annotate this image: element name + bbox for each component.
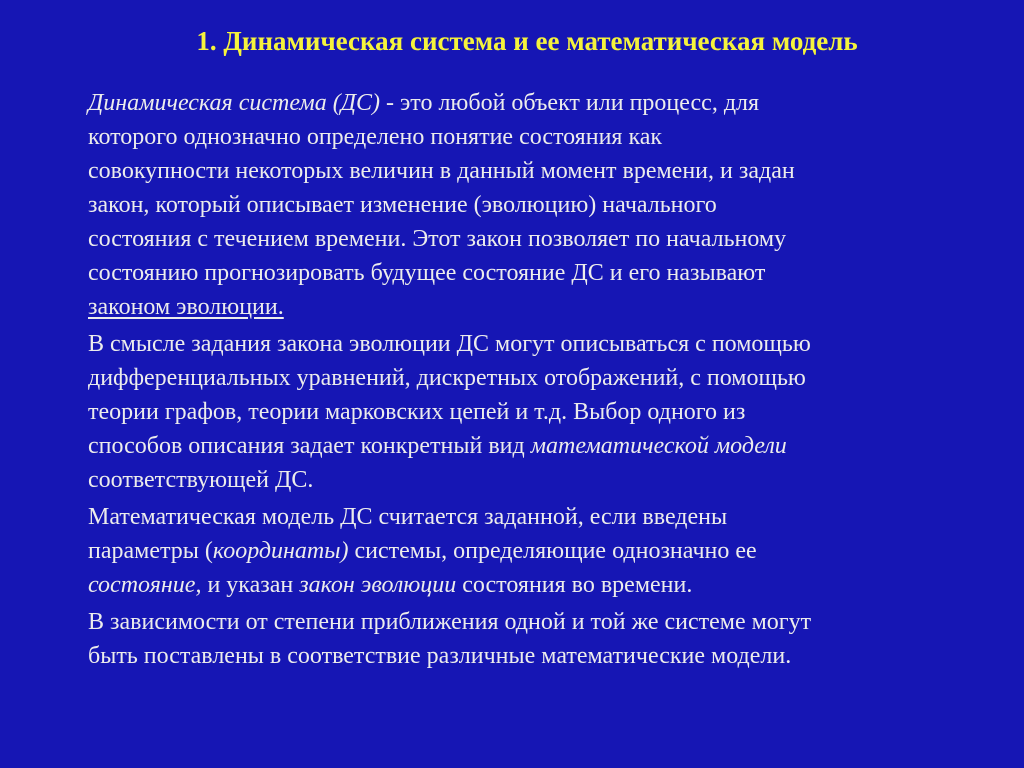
text-line: В смысле задания закона эволюции ДС могут описываться с помощью xyxy=(88,331,811,357)
text-fragment: - это любой объект или процесс, для xyxy=(379,90,760,116)
text-line xyxy=(88,534,992,568)
text-line: дифференциальных уравнений, дискретных отображений, с помощью xyxy=(88,365,806,391)
text-line: совокупности некоторых величин в данный момент времени, и задан xyxy=(88,158,795,184)
paragraph-model-definition xyxy=(88,500,992,602)
text-line: теории графов, теории марковских цепей и т.д. Выбор одного из xyxy=(88,399,746,425)
term-evolution-law-italic: закон эволюции xyxy=(299,572,457,598)
text-line xyxy=(88,429,992,463)
text-line: соответствующей ДС. xyxy=(88,467,314,493)
text-fragment: и указан xyxy=(201,572,300,598)
text-line: быть поставлены в соответствие различные математические модели. xyxy=(88,643,792,669)
text-line: закон, который описывает изменение (эволюцию) начального xyxy=(88,192,717,218)
term-math-model: математической модели xyxy=(530,433,787,459)
paragraph-description-methods xyxy=(88,327,992,497)
text-line: Математическая модель ДС считается заданной, если введены xyxy=(88,504,728,530)
text-fragment: системы, определяющие однозначно ее xyxy=(348,538,757,564)
text-line xyxy=(88,568,992,602)
text-line xyxy=(88,290,992,324)
text-line: состояния с течением времени. Этот закон позволяет по начальному xyxy=(88,226,787,252)
term-state: состояние, xyxy=(88,572,202,598)
text-line: состоянию прогнозировать будущее состояние ДС и его называют xyxy=(88,260,766,286)
term-evolution-law: законом эволюции. xyxy=(88,294,284,320)
slide-body xyxy=(88,86,992,676)
text-fragment: способов описания задает конкретный вид xyxy=(88,433,531,459)
text-line: В зависимости от степени приближения одной и той же системе могут xyxy=(88,609,812,635)
paragraph-approximation xyxy=(88,605,992,673)
term-coordinates: координаты) xyxy=(212,538,349,564)
term-dynamic-system: Динамическая система (ДС) xyxy=(88,90,380,116)
paragraph-definition xyxy=(88,86,992,324)
text-line xyxy=(88,86,992,120)
text-fragment: параметры ( xyxy=(88,538,213,564)
text-line: которого однозначно определено понятие состояния как xyxy=(88,124,663,150)
slide-title: 1. Динамическая система и ее математическая модель xyxy=(196,26,858,56)
text-fragment: состояния во времени. xyxy=(456,572,693,598)
